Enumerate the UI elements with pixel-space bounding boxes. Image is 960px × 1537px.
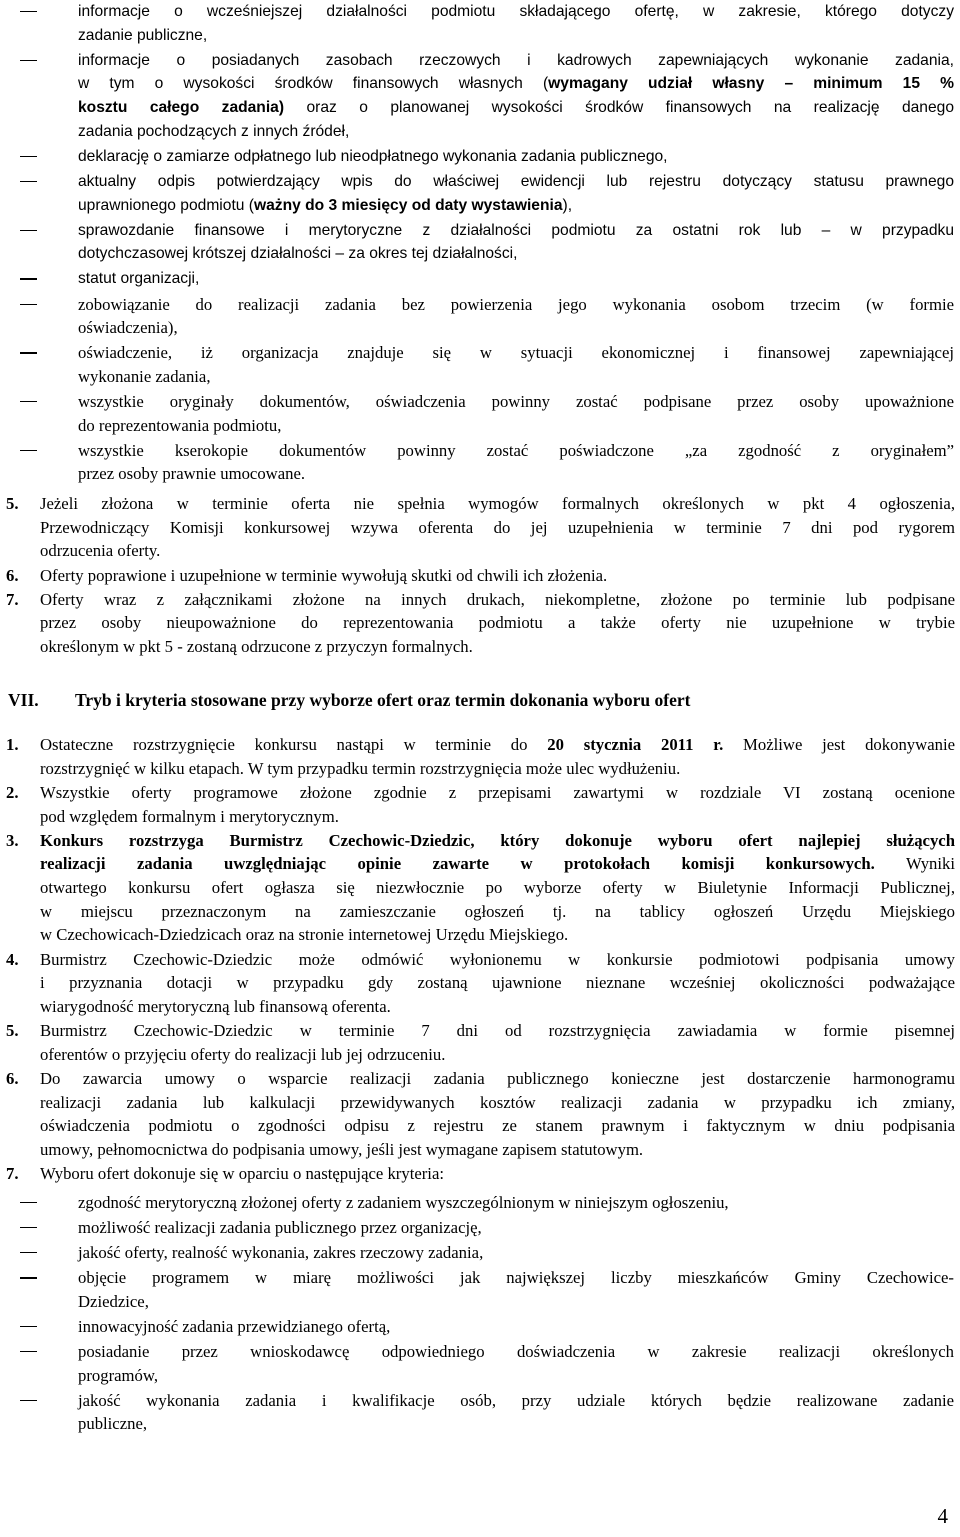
text-line: informacje o wcześniejszej działalności podmiotu składającego ofertę, w zakresie, którego dotyczy: [78, 3, 954, 20]
text-line: wykonanie zadania,: [78, 366, 211, 386]
text-span: ),: [562, 196, 573, 214]
text-line: [78, 120, 954, 144]
text-line: możliwość realizacji zadania publicznego przez organizację,: [78, 1218, 482, 1238]
text-line: [78, 194, 954, 218]
text-line: Dziedzice,: [78, 1291, 149, 1311]
text-line: publiczne,: [78, 1414, 148, 1434]
text-line: [40, 900, 955, 924]
text-line: zgodność merytoryczną złożonej oferty z zadaniem wyszczególnionym w niniejszym ogłoszeniu,: [78, 1193, 729, 1212]
text-line: [78, 49, 954, 73]
list-number: 6.: [6, 565, 19, 585]
text-line: oświadczenia podmiotu o zgodności odpisu z rejestru ze stanem prawnym i faktycznym w dniu podpisania: [40, 1116, 955, 1136]
text-line: pod względem formalnym i merytorycznym.: [40, 806, 339, 826]
list-number: 7.: [6, 589, 19, 609]
text-line: [40, 829, 955, 853]
dash-bullet: [20, 1400, 37, 1401]
list-number: 7.: [6, 1164, 19, 1183]
text-line: odrzucenia oferty.: [40, 541, 161, 561]
section-number: VII.: [8, 690, 39, 710]
text-line: [78, 96, 954, 120]
bold-text: wymagany udział własny – minimum 15 %: [548, 75, 954, 93]
text-line: przez osoby nieupoważnione do reprezentowania podmiotu a także oferty nie uzupełnione w trybie: [40, 613, 955, 633]
text-span: w Czechowicach-Dziedzicach oraz na stronie internetowej Urzędu Miejskiego.: [40, 925, 569, 945]
text-line: wiarygodność merytoryczną lub finansową oferenta.: [40, 996, 391, 1016]
dash-bullet: [20, 450, 37, 451]
text-line: programów,: [78, 1365, 159, 1385]
text-span: informacje o posiadanych zasobach rzeczowych i kadrowych zapewniających wykonanie zadania,: [78, 51, 954, 69]
text-line: statut organizacji,: [78, 270, 200, 288]
text-span: aktualny odpis potwierdzający wpis do właściwej ewidencji lub rejestru dotyczący statusu prawnego: [78, 172, 954, 190]
dash-bullet: [20, 278, 37, 279]
dash-bullet: [20, 1252, 37, 1253]
bold-text: Konkurs rozstrzyga Burmistrz Czechowic-Dziedzic, który dokonuje wyboru ofert najlepiej służących: [40, 830, 955, 850]
section-heading: Tryb i kryteria stosowane przy wyborze ofert oraz termin dokonania wyboru ofert: [75, 690, 691, 710]
list-number: 5.: [6, 494, 19, 513]
text-line: Wyboru ofert dokonuje się w oparciu o następujące kryteria:: [40, 1164, 444, 1183]
dash-bullet: [20, 230, 37, 231]
text-line: deklarację o zamiarze odpłatnego lub nieodpłatnego wykonania zadania publicznego,: [78, 147, 668, 165]
bold-text: ważny do 3 miesięcy od daty wystawienia: [253, 196, 563, 214]
text-line: [40, 733, 955, 757]
list-number: 5.: [6, 1021, 19, 1040]
text-line: innowacyjność zadania przewidzianego ofertą,: [78, 1316, 391, 1336]
text-line: wszystkie kserokopie dokumentów powinny zostać poświadczone „za zgodność z oryginałem”: [78, 440, 954, 460]
text-span: oraz o planowanej wysokości środków finansowych na realizację danego: [284, 99, 954, 117]
dash-bullet: [20, 1202, 37, 1203]
text-line: przez osoby prawnie umocowane.: [78, 464, 306, 484]
text-span: uprawnionego podmiotu (: [78, 196, 254, 214]
text-line: posiadanie przez wnioskodawcę odpowiedniego doświadczenia w zakresie realizacji określonych: [78, 1341, 954, 1361]
text-line: określonym w pkt 5 - zostaną odrzucone z przyczyn formalnych.: [40, 637, 473, 656]
dash-bullet: [20, 181, 37, 182]
list-number: 4.: [6, 949, 19, 969]
bold-text: realizacji zadania uwzględniając opinie zawarte w protokołach komisji konkursowych.: [40, 854, 875, 874]
text-line: zadanie publiczne,: [78, 26, 208, 44]
text-line: i przyznania dotacji w przypadku gdy zostaną ujawnione nieznane wcześniej okoliczności podważające: [40, 973, 955, 993]
text-span: zadania pochodzących z innych źródeł,: [78, 122, 350, 140]
text-line: Jeżeli złożona w terminie oferta nie spełnia wymogów formalnych określonych w pkt 4 ogłoszenia,: [40, 494, 955, 513]
list-number: 3.: [6, 830, 19, 850]
text-line: wszystkie oryginały dokumentów, oświadczenia powinny zostać podpisane przez osoby upoważnione: [78, 392, 954, 411]
dash-bullet: [20, 1326, 37, 1327]
dash-bullet: [20, 11, 37, 12]
text-span: w tym o wysokości środków finansowych własnych (: [78, 75, 549, 93]
page-number: 4: [937, 1504, 948, 1528]
text-line: oferentów o przyjęciu oferty do realizacji lub jej odrzuceniu.: [40, 1044, 446, 1064]
text-span: otwartego konkursu ofert ogłasza się niezwłocznie po wyborze oferty w Biuletynie Informacji Publicznej,: [40, 878, 955, 897]
text-line: Oferty poprawione i uzupełnione w terminie wywołują skutki od chwili ich złożenia.: [40, 565, 608, 585]
text-line: Wszystkie oferty programowe złożone zgodnie z przepisami zawartymi w rozdziale VI zostaną ocenione: [40, 782, 955, 802]
text-span: Możliwe jest dokonywanie: [723, 735, 955, 754]
text-line: Burmistrz Czechowic-Dziedzic może odmówić wyłonionemu w konkursie podmiotowi podpisania umowy: [40, 949, 955, 969]
list-number: 1.: [6, 735, 19, 754]
bold-text: 20 stycznia 2011 r.: [547, 735, 724, 754]
text-line: [78, 72, 954, 96]
text-line: [40, 876, 955, 900]
text-span: Ostateczne rozstrzygnięcie konkursu nastąpi w terminie do: [40, 735, 548, 754]
text-line: objęcie programem w miarę możliwości jak największej liczby mieszkańców Gminy Czechowice-: [78, 1268, 954, 1288]
list-number: 2.: [6, 782, 19, 802]
dash-bullet: [20, 1277, 37, 1278]
text-line: umowy, pełnomocnictwa do podpisania umowy, jeśli jest wymagane zapisem statutowym.: [40, 1139, 644, 1159]
text-line: [40, 757, 955, 781]
text-line: Burmistrz Czechowic-Dziedzic w terminie 7 dni od rozstrzygnięcia zawiadamia w formie pisemnej: [40, 1021, 955, 1040]
dash-bullet: [20, 60, 37, 61]
text-line: jakość oferty, realność wykonania, zakres rzeczowy zadania,: [78, 1243, 484, 1263]
text-line: oświadczenie, iż organizacja znajduje się w sytuacji ekonomicznej i finansowej zapewniającej: [78, 343, 954, 363]
dash-bullet: [20, 156, 37, 157]
text-line: dotychczasowej krótszej działalności – za okres tej działalności,: [78, 245, 518, 263]
dash-bullet: [20, 401, 37, 402]
dash-bullet: [20, 352, 37, 353]
text-line: [40, 923, 955, 947]
text-span: w miejscu przeznaczonym na zamieszczanie ogłoszeń tj. na tablicy ogłoszeń Urzędu Miejskiego: [40, 901, 955, 921]
dash-bullet: [20, 1351, 37, 1352]
text-line: [78, 170, 954, 194]
text-line: Oferty wraz z załącznikami złożone na innych drukach, niekompletne, złożone po terminie lub podpisane: [40, 589, 955, 609]
text-line: oświadczenia),: [78, 318, 178, 338]
text-line: Do zawarcia umowy o wsparcie realizacji zadania publicznego konieczne jest dostarczenie harmonogramu: [40, 1068, 955, 1088]
bold-text: kosztu całego zadania): [78, 99, 285, 117]
text-line: do reprezentowania podmiotu,: [78, 415, 282, 435]
text-span: rozstrzygnięć w kilku etapach. W tym przypadku termin rozstrzygnięcia może ulec wydłużeniu.: [40, 758, 681, 778]
text-line: Przewodniczący Komisji konkursowej wzywa oferenta do jej uzupełnienia w terminie 7 dni pod rygorem: [40, 517, 955, 537]
list-number: 6.: [6, 1068, 19, 1088]
dash-bullet: [20, 304, 37, 305]
text-line: [40, 852, 955, 876]
text-line: zobowiązanie do realizacji zadania bez powierzenia jego wykonania osobom trzecim (w formie: [78, 294, 954, 314]
text-line: sprawozdanie finansowe i merytoryczne z działalności podmiotu za ostatni rok lub – w przypadku: [78, 221, 954, 239]
text-line: jakość wykonania zadania i kwalifikacje osób, przy udziale których będzie realizowane zadanie: [78, 1390, 954, 1410]
text-line: realizacji zadania lub kalkulacji przewidywanych kosztów realizacji zadania w przypadku ich zmiany,: [40, 1092, 955, 1112]
dash-bullet: [20, 1227, 37, 1228]
text-span: Wyniki: [874, 854, 956, 874]
